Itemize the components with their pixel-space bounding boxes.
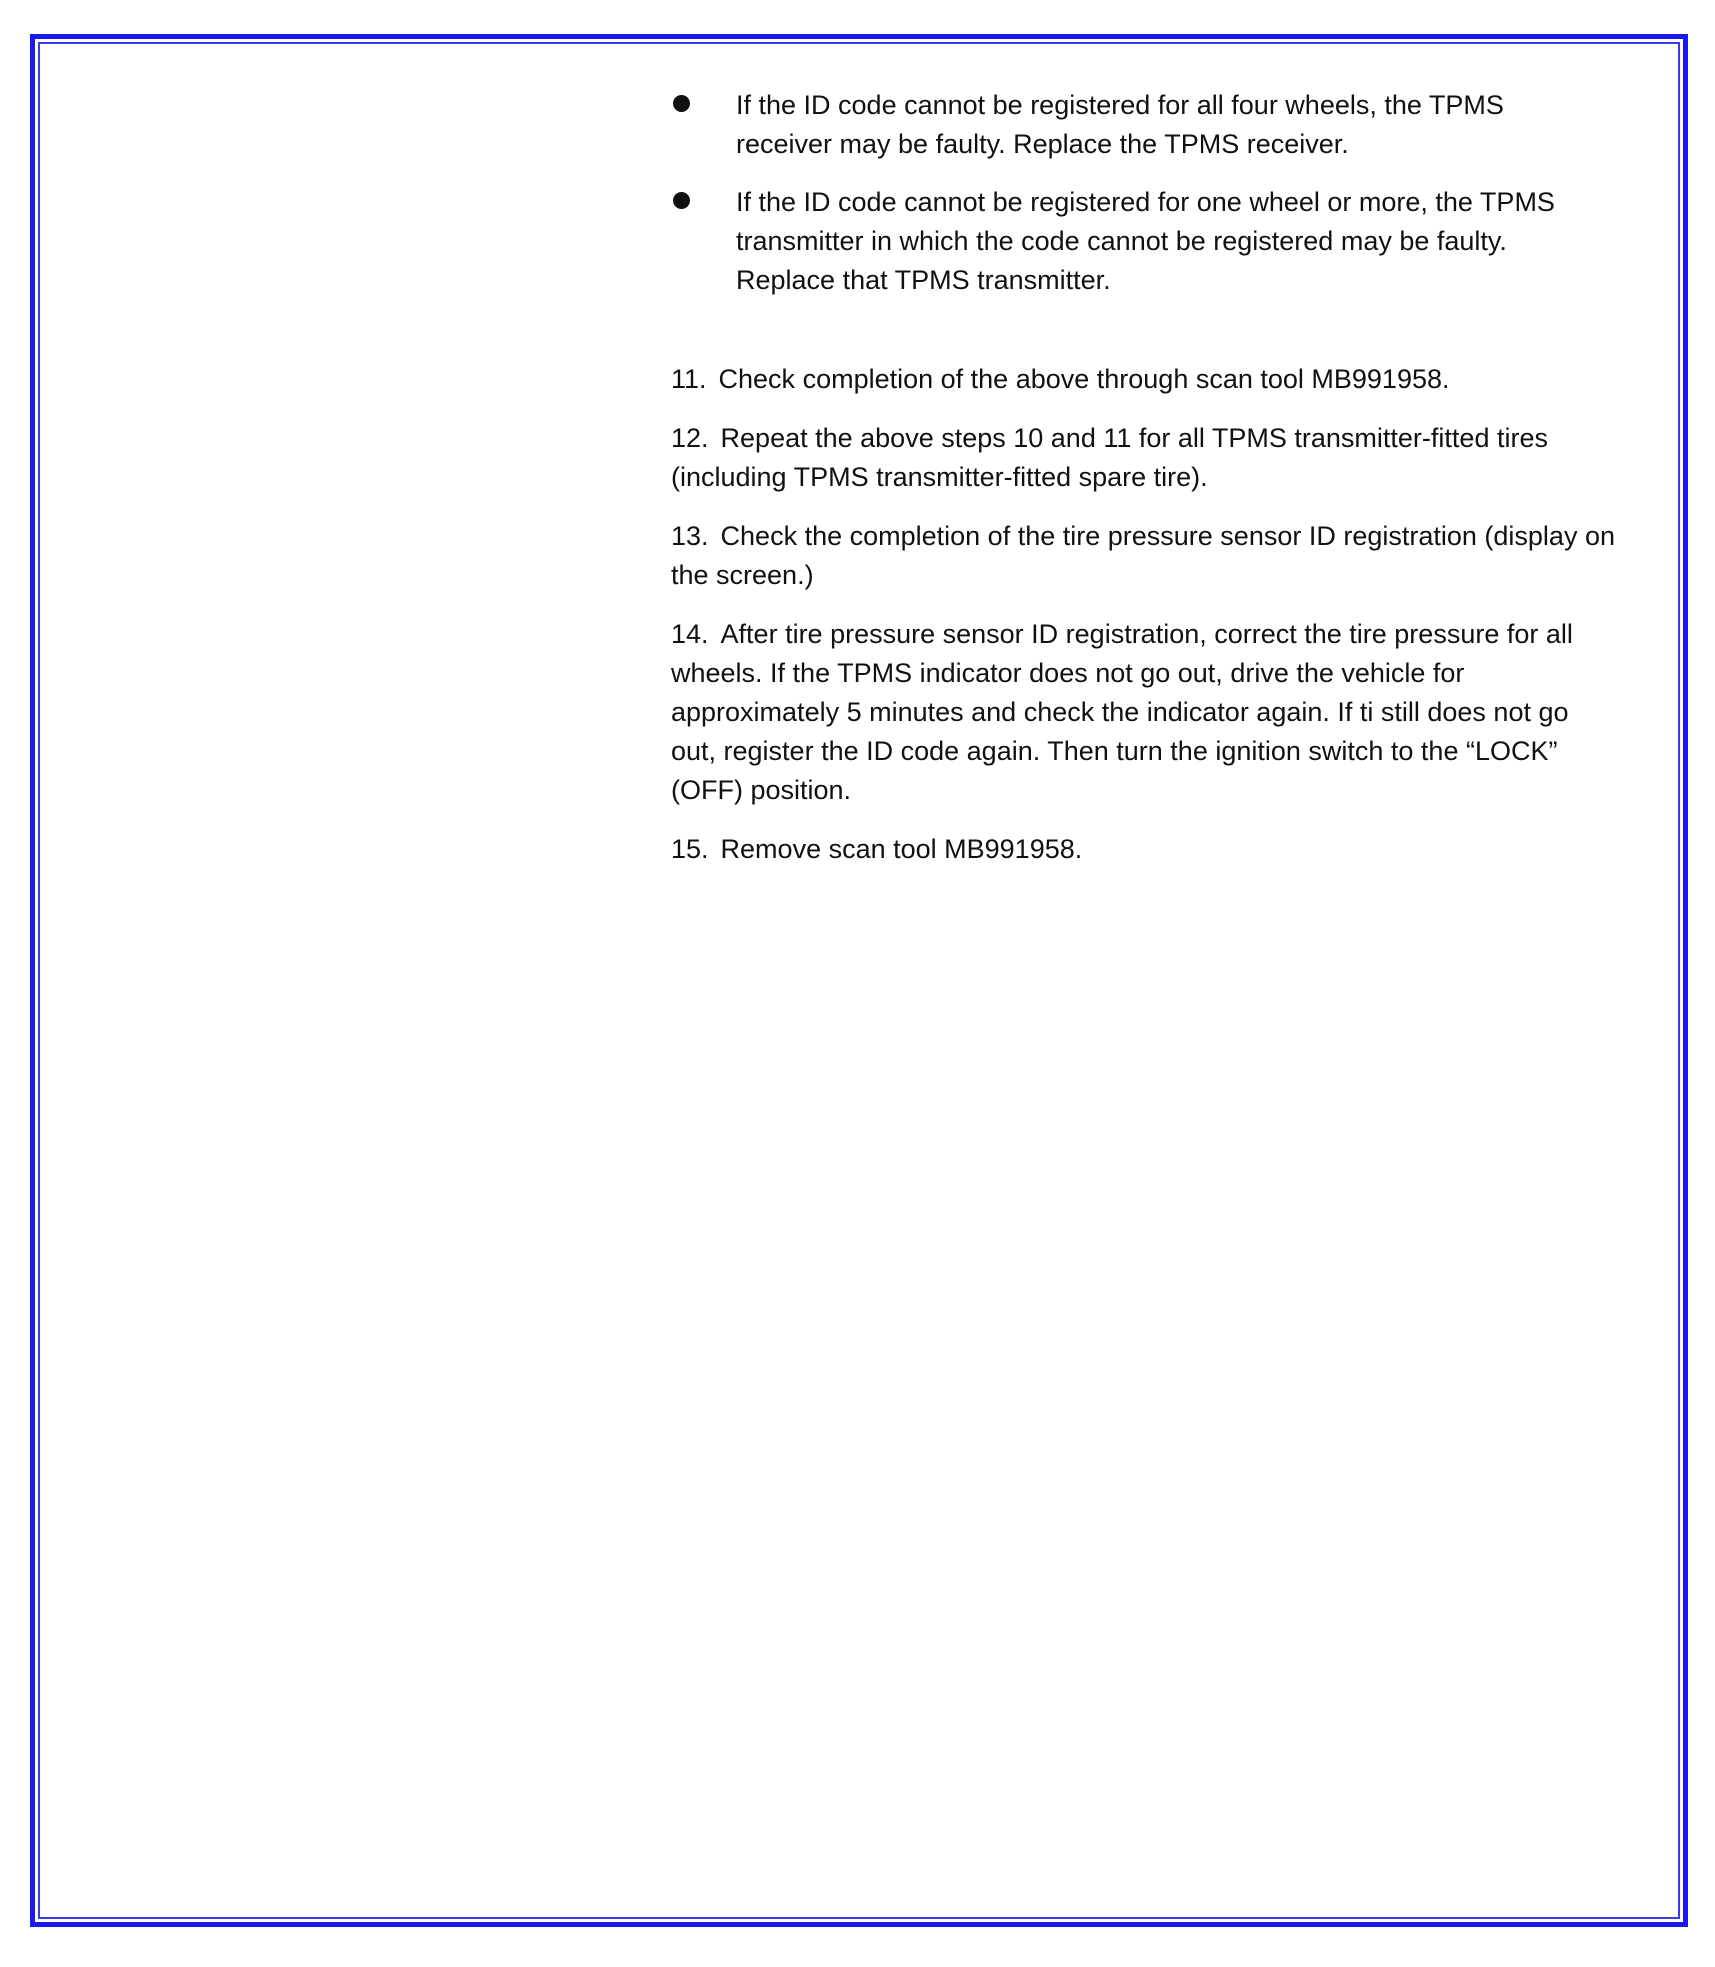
step-number: 14. bbox=[671, 619, 709, 649]
bullet-list bbox=[671, 86, 1621, 300]
bullet-text: If the ID code cannot be registered for one wheel or more, the TPMS transmitter in which the code cannot be registered may be faulty. Replace that TPMS transmitter. bbox=[736, 187, 1555, 295]
bullet-item bbox=[671, 86, 1621, 164]
step-13 bbox=[671, 517, 1616, 595]
step-text: After tire pressure sensor ID registration, correct the tire pressure for all wheels. If the TPMS indicator does not go out, drive the vehicle for approximately 5 minutes and check the indicator again. If ti still does not go out, register the ID code again. Then turn the ignition switch to the “LOCK” (OFF) position. bbox=[671, 619, 1573, 805]
step-text: Remove scan tool MB991958. bbox=[720, 834, 1083, 864]
step-text: Check the completion of the tire pressure sensor ID registration (display on the screen.) bbox=[671, 521, 1615, 590]
step-number: 13. bbox=[671, 521, 709, 551]
step-text: Repeat the above steps 10 and 11 for all TPMS transmitter-fitted tires (including TPMS transmitter-fitted spare tire). bbox=[671, 423, 1548, 492]
step-15 bbox=[671, 830, 1616, 869]
step-12 bbox=[671, 419, 1616, 497]
step-number: 11. bbox=[671, 364, 707, 394]
bullet-text: If the ID code cannot be registered for all four wheels, the TPMS receiver may be faulty. Replace the TPMS receiver. bbox=[736, 90, 1504, 159]
step-14 bbox=[671, 615, 1616, 810]
bullet-dot-icon bbox=[673, 192, 690, 209]
bullet-item bbox=[671, 183, 1621, 300]
step-text: Check completion of the above through scan tool MB991958. bbox=[718, 364, 1450, 394]
step-number: 15. bbox=[671, 834, 709, 864]
step-11 bbox=[671, 360, 1616, 399]
bullet-dot-icon bbox=[673, 95, 690, 112]
document-content bbox=[671, 86, 1621, 889]
step-number: 12. bbox=[671, 423, 709, 453]
